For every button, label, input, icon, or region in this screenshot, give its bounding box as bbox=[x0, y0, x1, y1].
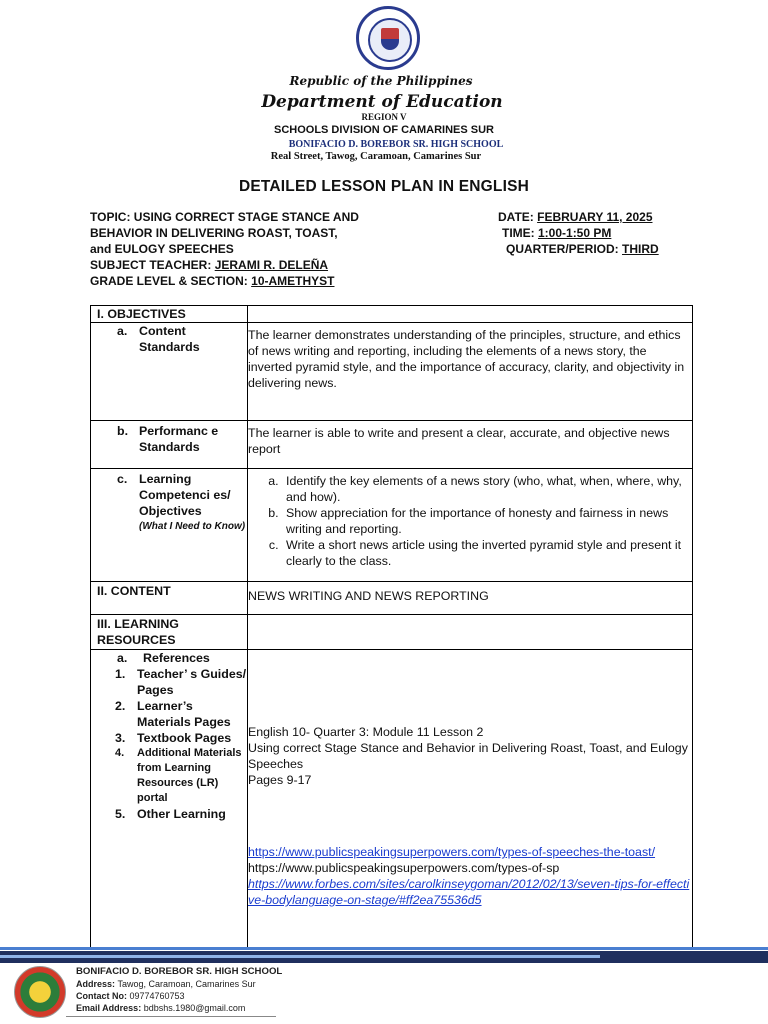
references-label bbox=[91, 650, 247, 666]
content-standards-key: a. bbox=[117, 324, 128, 338]
competency-item: b. Show appreciation for the importance of honesty and fairness in news writing and reporting. bbox=[282, 505, 686, 537]
lesson-time bbox=[498, 225, 698, 241]
reference-item bbox=[115, 730, 247, 746]
reference-label: Additional Materials from Learning Resources (LR) portal bbox=[137, 747, 242, 804]
performance-standards-label bbox=[91, 421, 247, 455]
competencies-list-cell bbox=[248, 469, 693, 582]
objectives-heading-empty bbox=[248, 306, 693, 323]
reference-item bbox=[115, 698, 247, 730]
reference-number: 2. bbox=[115, 699, 126, 713]
objectives-heading-row bbox=[91, 306, 693, 323]
references-label-cell bbox=[91, 650, 248, 948]
reference-item bbox=[115, 746, 247, 806]
performance-standards-key: b. bbox=[117, 424, 129, 438]
reference-label: Other Learning bbox=[137, 807, 226, 821]
document-title: DETAILED LESSON PLAN IN ENGLISH bbox=[238, 178, 530, 195]
date-label: DATE: bbox=[498, 210, 538, 224]
content-standards-text: The learner demonstrates understanding of the principles, structure, and ethics of news writing and reporting, including the elements of a news story, the inverted pyramid style, and the importance of accuracy, clarity, and objectivity in delivering news. bbox=[248, 323, 693, 421]
competencies-row bbox=[91, 469, 693, 582]
footer-email-value: bdbshs.1980@gmail.com bbox=[143, 1003, 246, 1013]
department-heading: Department of Education bbox=[261, 92, 503, 112]
content-text: NEWS WRITING AND NEWS REPORTING bbox=[248, 582, 693, 615]
time-value: 1:00-1:50 PM bbox=[538, 226, 612, 240]
competencies-list bbox=[248, 473, 686, 569]
reference-link-1[interactable]: https://www.publicspeakingsuperpowers.com/types-of-speeches-the-toast/ bbox=[248, 845, 656, 859]
school-heading: BONIFACIO D. BOREBOR SR. HIGH SCHOOL bbox=[288, 139, 504, 150]
grade-label: GRADE LEVEL & SECTION: bbox=[90, 274, 252, 288]
topic-line-3: and EULOGY SPEECHES bbox=[90, 242, 234, 256]
reference-link-3[interactable]: https://www.forbes.com/sites/carolkinseygoman/2012/02/13/seven-tips-for-effective-bodylanguage-on-stage/#ff2ea75536d5 bbox=[248, 877, 690, 907]
resources-heading-empty bbox=[248, 615, 693, 650]
republic-heading: Republic of the Philippines bbox=[289, 74, 473, 88]
reference-number: 3. bbox=[115, 731, 126, 745]
footer-accent-line bbox=[0, 947, 768, 950]
reference-link-3-wrap bbox=[248, 876, 692, 908]
footer-contact-label: Contact No: bbox=[76, 991, 130, 1001]
footer-contact bbox=[76, 990, 282, 1002]
lesson-meta-left bbox=[90, 209, 420, 289]
competencies-note: (What I Need to Know) bbox=[139, 521, 246, 532]
content-standards-row bbox=[91, 323, 693, 421]
footer-divider bbox=[66, 1016, 276, 1017]
reference-item bbox=[115, 806, 247, 822]
school-address: Real Street, Tawog, Caramoan, Camarines Sur bbox=[270, 151, 482, 162]
seal-inner-ring bbox=[368, 18, 412, 62]
competencies-key: c. bbox=[117, 472, 128, 486]
content-standards-title: Content Standards bbox=[139, 324, 200, 354]
objectives-heading: I. OBJECTIVES bbox=[91, 306, 248, 323]
quarter-value: THIRD bbox=[622, 242, 659, 256]
competency-item: c. Write a short news article using the inverted pyramid style and present it clearly to the class. bbox=[282, 537, 686, 569]
lesson-date bbox=[498, 209, 698, 225]
time-label: TIME: bbox=[502, 226, 538, 240]
grade-section bbox=[90, 273, 420, 289]
lesson-meta-right bbox=[498, 209, 698, 257]
reference-label: Teacher’ s Guides/ Pages bbox=[137, 667, 247, 697]
references-row bbox=[91, 650, 693, 948]
module-line-2: Using correct Stage Stance and Behavior in Delivering Roast, Toast, and Eulogy Speeches bbox=[248, 741, 688, 771]
resources-heading: III. LEARNING RESOURCES bbox=[91, 615, 248, 650]
date-value: FEBRUARY 11, 2025 bbox=[537, 210, 653, 224]
reference-item bbox=[115, 666, 247, 698]
performance-standards-row bbox=[91, 421, 693, 469]
reference-link-2: https://www.publicspeakingsuperpowers.com/types-of-sp bbox=[248, 861, 560, 875]
footer-address-label: Address: bbox=[76, 979, 118, 989]
references-text-cell bbox=[248, 650, 693, 948]
footer-school: BONIFACIO D. BOREBOR SR. HIGH SCHOOL bbox=[76, 966, 283, 977]
reference-number: 1. bbox=[115, 667, 126, 681]
references-spacer bbox=[248, 788, 692, 844]
deped-seal-logo bbox=[356, 6, 420, 70]
school-logo bbox=[14, 966, 66, 1018]
seal-shield-icon bbox=[381, 28, 399, 50]
region-heading: REGION V bbox=[361, 112, 407, 122]
quarter-label: QUARTER/PERIOD: bbox=[506, 242, 623, 256]
reference-label: Textbook Pages bbox=[137, 731, 232, 745]
division-heading: SCHOOLS DIVISION OF CAMARINES SUR bbox=[273, 124, 495, 136]
footer-info bbox=[76, 966, 282, 1014]
topic-line-1: TOPIC: USING CORRECT STAGE STANCE AND bbox=[90, 210, 359, 224]
competencies-title: Learning Competenci es/ Objectives bbox=[139, 472, 231, 518]
subject-teacher bbox=[90, 257, 420, 273]
competencies-label bbox=[91, 469, 247, 535]
competencies-label-cell bbox=[91, 469, 248, 582]
lesson-quarter bbox=[498, 241, 698, 257]
content-heading: II. CONTENT bbox=[91, 582, 248, 615]
reference-number: 5. bbox=[115, 807, 126, 821]
footer-address-value: Tawog, Caramoan, Camarines Sur bbox=[117, 979, 256, 989]
footer-email bbox=[76, 1002, 282, 1014]
content-standards-label-cell bbox=[91, 323, 248, 421]
reference-number: 4. bbox=[115, 747, 125, 759]
references-title: References bbox=[143, 651, 210, 665]
module-pages: Pages 9-17 bbox=[248, 773, 312, 787]
grade-value: 10-AMETHYST bbox=[251, 274, 335, 288]
teacher-name: JERAMI R. DELEÑA bbox=[214, 258, 329, 272]
lesson-plan-table bbox=[90, 305, 693, 948]
reference-label: Learner’s Materials Pages bbox=[137, 699, 231, 729]
teacher-label: SUBJECT TEACHER: bbox=[90, 258, 215, 272]
performance-standards-text: The learner is able to write and present a clear, accurate, and objective news report bbox=[248, 421, 693, 469]
competencies-title-block bbox=[139, 471, 247, 535]
footer-address bbox=[76, 978, 282, 990]
content-row bbox=[91, 582, 693, 615]
competency-item: a. Identify the key elements of a news story (who, what, when, where, why, and how). bbox=[282, 473, 686, 505]
references-key: a. bbox=[117, 651, 128, 665]
footer-stripe bbox=[0, 955, 600, 958]
footer-email-label: Email Address: bbox=[76, 1003, 144, 1013]
topic-line-2: BEHAVIOR IN DELIVERING ROAST, TOAST, bbox=[90, 226, 338, 240]
performance-standards-title: Performanc e Standards bbox=[139, 424, 219, 454]
performance-standards-label-cell bbox=[91, 421, 248, 469]
module-line-1: English 10- Quarter 3: Module 11 Lesson 2 bbox=[248, 725, 484, 739]
resources-heading-row bbox=[91, 615, 693, 650]
content-standards-label bbox=[91, 323, 247, 355]
reference-link-1-wrap bbox=[248, 844, 692, 860]
footer-contact-value: 09774760753 bbox=[129, 991, 185, 1001]
